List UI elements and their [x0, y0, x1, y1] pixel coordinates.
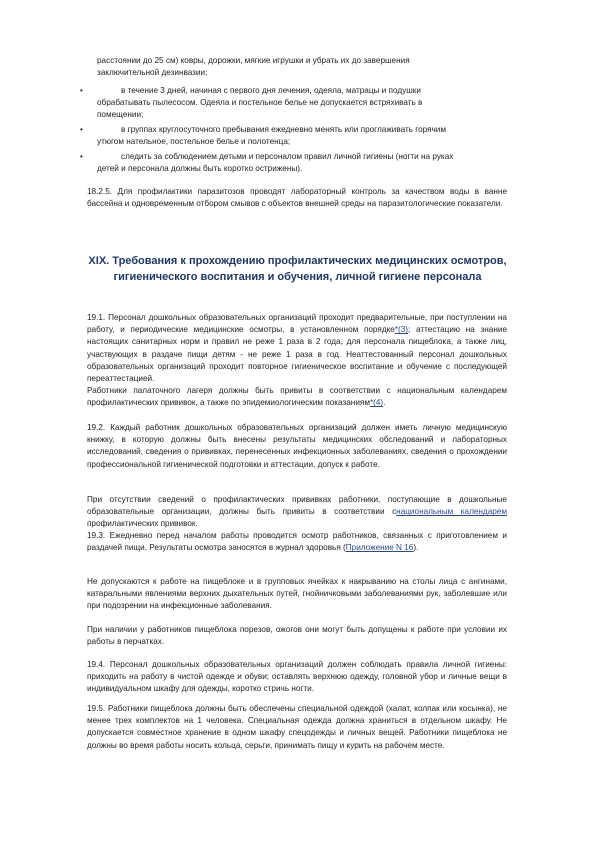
- appendix-16-link[interactable]: Приложение N 16: [345, 543, 414, 553]
- footnote-link-4[interactable]: *(4): [369, 398, 384, 408]
- footnote-link-3[interactable]: *(3): [394, 325, 409, 335]
- list-item-line: в группах круглосуточного пребывания ежедневно менять или проглаживать горячим: [121, 125, 447, 134]
- paragraph-18-2-5: 18.2.5. Для профилактики паразитозов проводят лабораторный контроль за качеством воды в ванне бассейна и одновременным отбором смывов с объектов внешней среды на паразитологические показатели.: [87, 187, 507, 209]
- list-item: [0, 151, 595, 177]
- list-item: [0, 124, 595, 150]
- list-item-line: помещении;: [97, 110, 144, 120]
- paragraph-19-1: 19.1. Персонал дошкольных образовательных организаций проходит предварительные, при поступлении на работу, и периодические медицинские осмотры, в установленном порядке*(3); аттестацию на знание настоящих санитарных норм и правил не реже 1 раза в 2 года, для персонала пищеблока, а также лиц, участвующих в раздаче пищи детям - не реже 1 раза в год. Неаттестованный персонал дошкольных образовательных организаций проходит повторное гигиеническое воспитание и обучение с последующей переаттестацией. Работники палаточного лагеря должны быть привиты в соответствии с национальным календарем профилактических прививок, а также по эпидемиологическим показаниям*(4).: [87, 313, 507, 408]
- paragraph-vaccination: При отсутствии сведений о профилактических прививках работники, поступающие в дошкольные образовательные организации, должны быть привиты в соответствии снациональным календарем профилактических прививок.: [87, 495, 507, 529]
- paragraph-19-4: 19.4. Персонал дошкольных образовательных организаций должен соблюдать правила личной гигиены: приходить на работу в чистой одежде и обуви; оставлять верхнюю одежду, головной убор и личные вещи в индивидуальном шкафу для одежды, коротко стричь ногти.: [87, 660, 507, 694]
- list-item-line: заключительной дезинвазии;: [97, 68, 208, 78]
- list-item-line: в течение 3 дней, начиная с первого дня лечения, одеяла, матрацы и подушки: [121, 86, 421, 95]
- paragraph-19-2: 19.2. Каждый работник дошкольных образовательных организаций должен иметь личную медицинскую книжку, в которую должны быть внесены результаты медицинских обследований и лабораторных исследований, сведения о прививках, перенесенных инфекционных заболеваниях, сведения о прохождении профессиональной гигиенической подготовки и аттестации, допуск к работе.: [87, 423, 507, 469]
- paragraph-19-5: 19.5. Работники пищеблока должны быть обеспечены специальной одеждой (халат, колпак или косынка), не менее трех комплектов на 1 человека. Специальная одежда должна храниться в отдельном шкафу. Не допускается совместное хранение в одном шкафу спецодежды и личных вещей. Работники пищеблока не должны во время работы носить кольца, серьги, принимать пищу и курить на рабочем месте.: [87, 704, 507, 750]
- list-item: [0, 55, 595, 81]
- bullet-marker: •: [80, 125, 83, 134]
- paragraph-cuts: При наличии у работников пищеблока порезов, ожогов они могут быть допущены к работе при условии их работы в перчатках.: [87, 625, 507, 647]
- paragraph-not-allowed: Не допускаются к работе на пищеблоке и в групповых ячейках к накрыванию на столы лица с ангинами, катаральными явлениями верхних дыхательных путей, гнойничковыми заболеваниями рук, заболевшие или при подозрении на инфекционные заболевания.: [87, 577, 507, 611]
- list-item: [0, 85, 595, 123]
- paragraph-19-3: 19.3. Ежедневно перед началом работы проводится осмотр работников, связанных с приготовлением и раздачей пищи. Результаты осмотра заносятся в журнал здоровья (Приложение N 16).: [87, 531, 507, 553]
- bullet-marker: •: [80, 152, 83, 161]
- list-item-line: расстоянии до 25 см) ковры, дорожки, мягкие игрушки и убрать их до завершения: [97, 56, 410, 65]
- list-item-line: следить за соблюдением детьми и персоналом правил личной гигиены (ногти на руках: [121, 152, 454, 161]
- bullet-marker: •: [80, 86, 83, 95]
- section-heading: XIX. Требования к прохождению профилактических медицинских осмотров, гигиенического воспитания и обучения, личной гигиене персонала: [88, 255, 507, 283]
- list-item-line: утюгом нательное, постельное белье и полотенца;: [97, 137, 291, 147]
- list-item-line: детей и персонала должны быть коротко острижены).: [97, 164, 303, 174]
- list-item-line: обрабатывать пылесосом. Одеяла и постельное белье не допускается встряхивать в: [97, 98, 423, 108]
- national-calendar-link[interactable]: национальным календарем: [396, 507, 507, 517]
